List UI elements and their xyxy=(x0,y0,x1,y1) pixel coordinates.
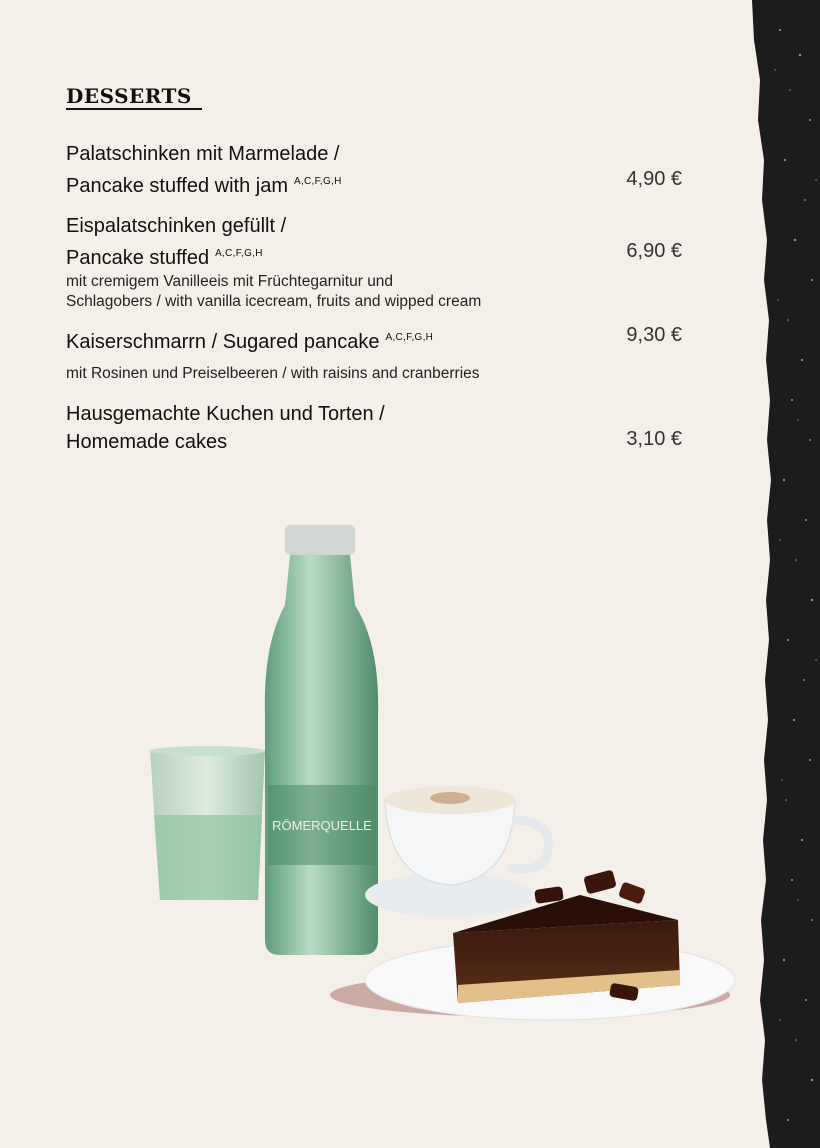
allergen-codes: A,C,F,G,H xyxy=(293,176,342,187)
item-name: Eispalatschinken gefüllt / xyxy=(66,215,287,237)
item-name: Palatschinken mit Marmelade / xyxy=(66,143,340,165)
coffee-cup xyxy=(365,786,548,917)
allergen-codes: A,C,F,G,H xyxy=(215,248,263,259)
menu-item xyxy=(66,324,686,384)
menu-item xyxy=(66,400,686,456)
menu-item xyxy=(66,140,686,200)
item-price: 9,30 € xyxy=(626,324,682,346)
item-name-english: Homemade cakes xyxy=(66,431,228,453)
item-price: 3,10 € xyxy=(626,428,682,450)
item-description: mit Rosinen und Preiselbeeren / with raisins and cranberries xyxy=(66,365,480,382)
item-price: 6,90 € xyxy=(626,240,682,262)
item-name: Hausgemachte Kuchen und Torten / xyxy=(66,403,385,425)
chalkboard-edge xyxy=(740,0,820,1148)
allergen-codes: A,C,F,G,H xyxy=(385,332,434,343)
item-description: Schlagobers / with vanilla icecream, fruits and wipped cream xyxy=(66,293,482,310)
item-description: mit cremigem Vanilleeis mit Früchtegarnitur und xyxy=(66,273,394,290)
dessert-photo xyxy=(140,515,740,1035)
item-name-english: Pancake stuffed xyxy=(66,247,210,269)
menu-item xyxy=(66,212,686,312)
item-price: 4,90 € xyxy=(626,168,682,190)
item-name-english: Pancake stuffed with jam xyxy=(66,175,288,197)
water-glass xyxy=(149,746,265,900)
section-title: DESSERTS xyxy=(66,84,202,110)
water-bottle xyxy=(265,525,378,955)
bottle-label: RÖMERQUELLE xyxy=(272,818,372,833)
item-name: Kaiserschmarrn / Sugared pancake xyxy=(66,331,380,353)
